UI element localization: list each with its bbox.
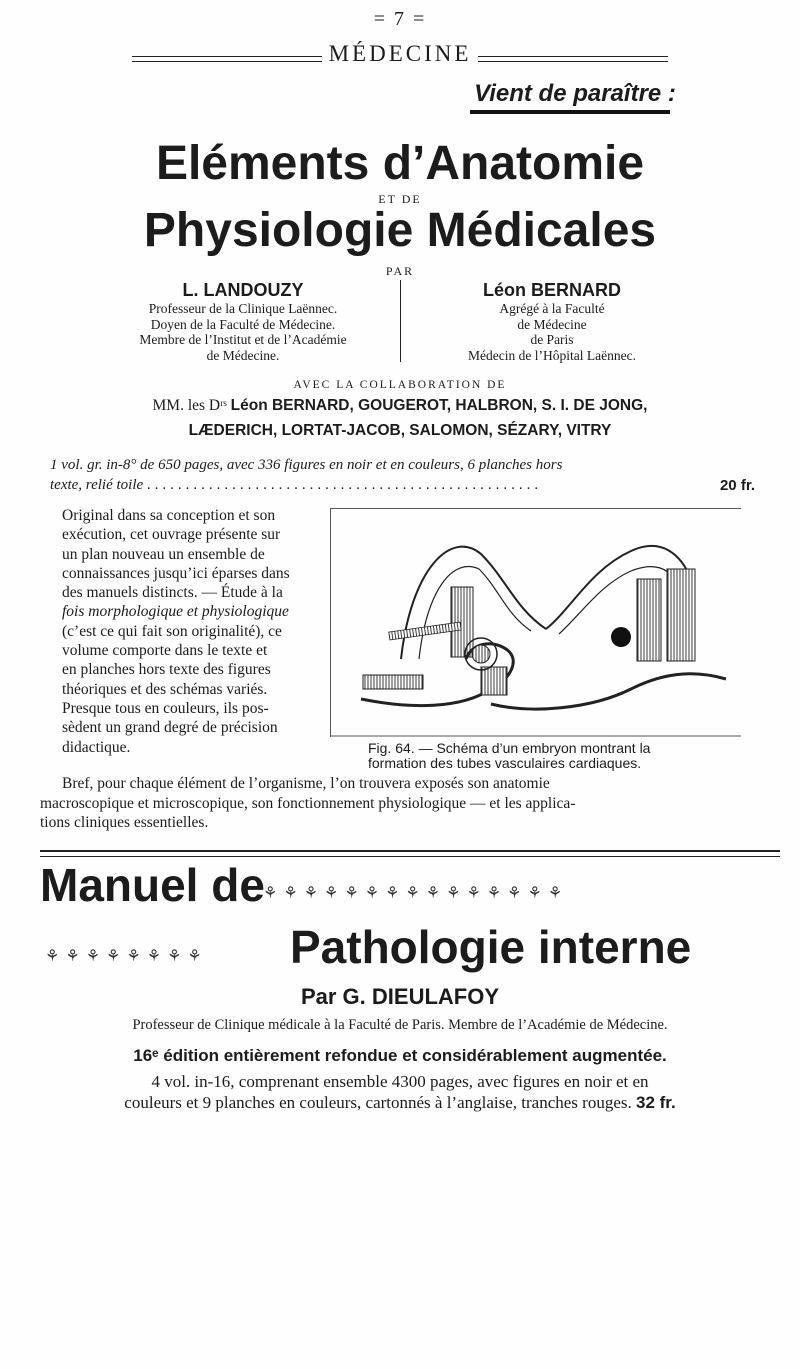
author-right-title-3: de Paris <box>530 332 574 347</box>
figure-caption-line1: Fig. 64. — Schéma d’un embryon montrant la <box>368 740 651 756</box>
volume-line2 <box>50 476 755 495</box>
collab-line1 <box>0 393 800 418</box>
book2-edition: 16ᵉ édition entièrement refondue et considérablement augmentée. <box>133 1046 667 1065</box>
collab-names-1: Léon BERNARD, GOUGEROT, HALBRON, S. I. DE JONG, <box>230 397 648 414</box>
figure-caption <box>368 741 768 771</box>
header-rule-right <box>478 56 668 62</box>
desc-line-11: Presque tous en couleurs, ils pos- <box>62 699 269 717</box>
section-separator <box>40 850 780 857</box>
author-right-title-1: Agrégé à la Faculté <box>499 301 605 316</box>
section-title: MÉDECINE <box>328 41 472 66</box>
book2-price: 32 fr. <box>636 1093 676 1112</box>
desc-line-2: exécution, cet ouvrage présente sur <box>62 526 281 544</box>
author-right-title-4: Médecin de l’Hôpital Laënnec. <box>468 347 636 363</box>
desc-line-7: (c’est ce qui fait son originalité), ce <box>62 622 282 640</box>
figure-frame <box>330 508 741 737</box>
book2-description-line1: 4 vol. in-16, comprenant ensemble 4300 pages, avec figures en noir et en <box>151 1072 649 1091</box>
desc-line-5: des manuels distincts. — Étude à la <box>62 584 283 602</box>
author-left-title-3: Membre de l’Institut et de l’Académie <box>139 332 347 347</box>
author-right-name: Léon BERNARD <box>483 280 621 300</box>
volume-line2-text: texte, relié toile <box>50 477 144 493</box>
book1-title-connector: ET DE <box>378 192 422 206</box>
desc-line-13: didactique. <box>62 738 131 756</box>
desc-line-12: sèdent un grand degré de précision <box>62 719 278 737</box>
announcement-underline <box>470 110 670 114</box>
author-right <box>412 280 692 363</box>
collab-label: AVEC LA COLLABORATION DE <box>293 379 507 391</box>
author-right-title-2: de Médecine <box>517 316 587 332</box>
desc-line-8: volume comporte dans le texte et <box>62 642 268 660</box>
desc-line-1: Original dans sa conception et son <box>62 507 276 524</box>
by-label: PAR <box>385 264 415 278</box>
leader-dots: ................................................... <box>146 477 543 493</box>
desc-line-3: un plan nouveau un ensemble de <box>62 545 265 563</box>
collab-prefix: MM. les Dʳˢ <box>152 397 227 414</box>
desc-line-6: fois morphologique et physiologique <box>62 603 289 621</box>
book2-title-part1: Manuel de <box>40 859 265 911</box>
page-number: = 7 = <box>373 8 427 30</box>
book2-author: Par G. DIEULAFOY <box>300 984 500 1009</box>
figure-caption-line2: formation des tubes vasculaires cardiaques. <box>368 755 642 771</box>
book2-description-line2: couleurs et 9 planches en couleurs, cartonnés à l’anglaise, tranches rouges. 32 fr. <box>124 1093 676 1112</box>
author-left-title-2: Doyen de la Faculté de Médecine. <box>150 316 336 332</box>
desc-line-9: en planches hors texte des figures <box>62 661 271 679</box>
author-left-title-1: Professeur de la Clinique Laënnec. <box>148 301 338 316</box>
ornament-row-1: ⚘ ⚘ ⚘ ⚘ ⚘ ⚘ ⚘ ⚘ ⚘ ⚘ ⚘ ⚘ ⚘ ⚘ ⚘ <box>263 885 564 902</box>
announcement: Vient de paraître : <box>474 80 676 107</box>
summary-line2: macroscopique et microscopique, son fonctionnement physiologique — et les applica- <box>40 795 576 812</box>
summary-line3: tions cliniques essentielles. <box>40 814 209 831</box>
author-left-name: L. LANDOUZY <box>182 280 304 300</box>
desc-line-10: théoriques et des schémas variés. <box>62 680 268 698</box>
author-left <box>88 280 398 363</box>
collab-line2: LÆDERICH, LORTAT-JACOB, SALOMON, SÉZARY, VITRY <box>188 422 612 439</box>
author-left-title-4: de Médecine. <box>206 347 280 363</box>
book1-description <box>62 506 324 757</box>
volume-line1: 1 vol. gr. in-8° de 650 pages, avec 336 figures en noir et en couleurs, 6 planches hors <box>50 457 563 473</box>
volume-price: 20 fr. <box>716 476 755 496</box>
authors-divider <box>400 280 401 362</box>
summary-line1: Bref, pour chaque élément de l’organisme, l’on trouvera exposés son anatomie <box>62 775 550 792</box>
book2-title-part2: Pathologie interne <box>290 921 692 973</box>
ornament-row-2: ⚘ ⚘ ⚘ ⚘ ⚘ ⚘ ⚘ ⚘ <box>45 948 203 965</box>
desc-line-4: connaissances jusqu’ici éparses dans <box>62 564 290 582</box>
embryo-schematic-figure <box>331 509 741 737</box>
book2-author-titles: Professeur de Clinique médicale à la Faculté de Paris. Membre de l’Académie de Médecine. <box>132 1017 668 1033</box>
book1-title-line1: Eléments d’Anatomie <box>155 137 645 190</box>
book1-title-line2: Physiologie Médicales <box>143 204 657 257</box>
